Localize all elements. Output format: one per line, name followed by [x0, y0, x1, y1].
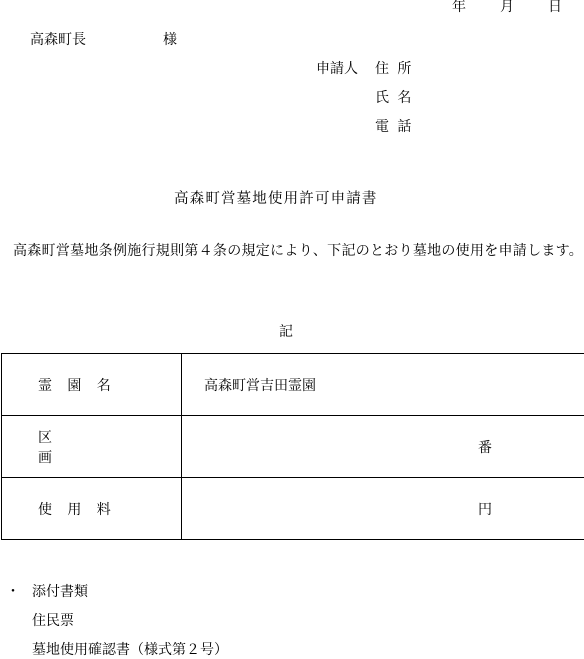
table-row: [2, 416, 584, 478]
plot-label-cell: [2, 416, 182, 478]
fee-unit: 円: [478, 501, 492, 518]
table-row: [2, 478, 584, 540]
fee-label: 使用料: [38, 501, 127, 518]
addressee: 高森町長: [30, 32, 86, 48]
applicant-phone-label: 電話: [375, 119, 420, 135]
applicant-name-label: 氏名: [375, 90, 420, 106]
date-year: 年: [452, 0, 466, 15]
attachment-item: 住民票: [32, 613, 74, 629]
attachments-heading: 添付書類: [32, 584, 88, 600]
detail-table: [1, 353, 584, 540]
fee-value-cell: [182, 478, 584, 540]
cemetery-label-cell: [2, 354, 182, 416]
attachment-item: 墓地使用確認書（様式第２号）: [32, 642, 228, 658]
plot-label: 区画: [38, 429, 111, 466]
date-month: 月: [500, 0, 514, 15]
applicant-label: 申請人: [316, 61, 358, 77]
date-line: [452, 0, 562, 14]
fee-label-cell: [2, 478, 182, 540]
document-title: 高森町営墓地使用許可申請書: [174, 191, 378, 207]
cemetery-label: 霊園名: [38, 377, 127, 394]
applicant-address-label: 住所: [375, 61, 420, 77]
date-day: 日: [548, 0, 562, 15]
attachments-bullet: ・: [6, 584, 20, 600]
cemetery-value-cell: [182, 354, 584, 416]
body-paragraph: 高森町営墓地条例施行規則第４条の規定により、下記のとおり墓地の使用を申請します。: [13, 243, 584, 259]
plot-unit: 番: [478, 439, 492, 456]
plot-value-cell: [182, 416, 584, 478]
table-row: [2, 354, 584, 416]
addressee-honorific: 様: [163, 32, 177, 48]
cemetery-value: 高森町営吉田霊園: [204, 377, 316, 394]
ki-heading: 記: [279, 324, 293, 340]
